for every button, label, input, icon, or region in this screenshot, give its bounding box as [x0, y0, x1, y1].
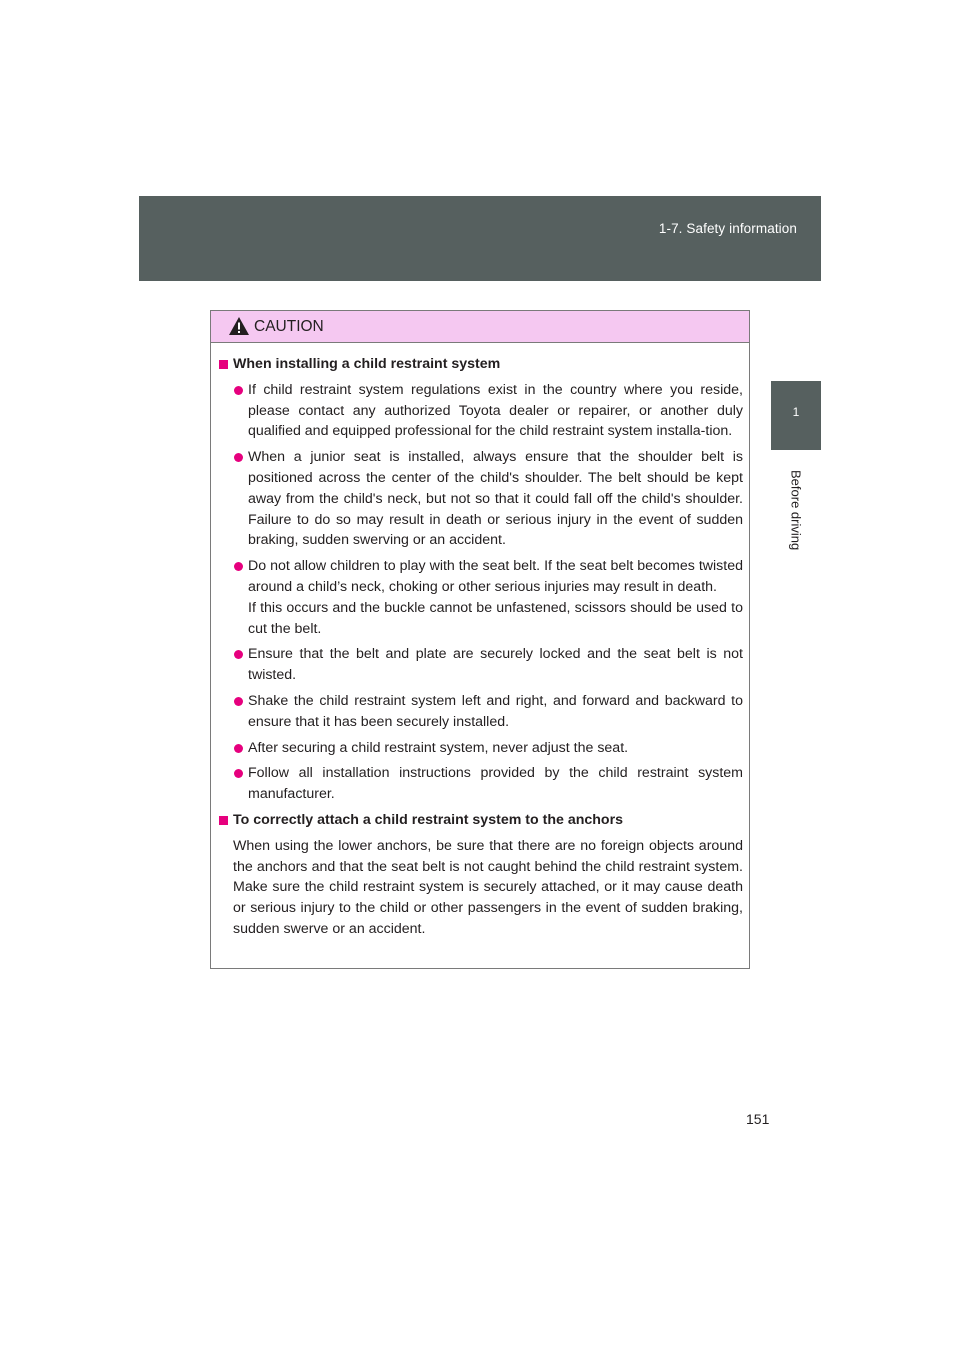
list-item-text: When a junior seat is installed, always ensure that the shoulder belt is positioned across the center of the child's shoulder. The belt should be kept away from the child's neck, but not so that it could fall off the child's shoulder. Failure to do so may result in death or serious injury in the event of sudden braking, sudden swerving or an accident.: [248, 449, 743, 549]
bullet-dot-icon: [234, 769, 243, 778]
section-heading-anchors: [218, 810, 743, 831]
list-item-text: Follow all installation instructions provided by the child restraint system manufacturer.: [248, 765, 743, 803]
list-item: [218, 763, 743, 805]
list-item-text: Ensure that the belt and plate are securely locked and the seat belt is not twisted.: [248, 646, 743, 684]
caution-box: [210, 310, 750, 969]
list-item: [218, 556, 743, 639]
caution-header: [211, 311, 749, 343]
list-item: [218, 644, 743, 686]
page-number: 151: [746, 1111, 770, 1127]
section-title: 1-7. Safety information: [658, 221, 797, 236]
square-bullet-icon: [219, 360, 228, 369]
bullet-dot-icon: [234, 562, 243, 571]
bullet-dot-icon: [234, 650, 243, 659]
section-header-bar: [139, 196, 821, 281]
caution-body: [211, 343, 749, 940]
list-item-text: After securing a child restraint system, never adjust the seat.: [248, 739, 629, 756]
warning-triangle-icon: [228, 316, 250, 336]
chapter-tab: [771, 381, 821, 450]
list-item-text: Do not allow children to play with the seat belt. If the seat belt becomes twisted around a child’s neck, choking or other serious injuries may result in death.: [248, 558, 743, 595]
list-item-text: If child restraint system regulations exist in the country where you reside, please contact any authorized Toyota dealer or repairer, or another duly qualified and equipped professional for the child restraint system installa-tion.: [248, 381, 743, 440]
chapter-label-text: Before driving: [788, 470, 804, 551]
section-heading-text: When installing a child restraint system: [233, 356, 501, 372]
bullet-dot-icon: [234, 744, 243, 753]
bullet-dot-icon: [234, 453, 243, 462]
caution-title: CAUTION: [254, 318, 324, 335]
bullet-dot-icon: [234, 697, 243, 706]
list-item: [218, 447, 743, 551]
section-heading-installing: [218, 354, 743, 375]
section-heading-text: To correctly attach a child restraint system to the anchors: [233, 811, 624, 828]
list-item: [218, 738, 743, 759]
list-item-text: Shake the child restraint system left and right, and forward and backward to ensure that it has been securely installed.: [248, 692, 743, 730]
list-item-extra-text: If this occurs and the buckle cannot be unfastened, scissors should be used to cut the belt.: [248, 599, 743, 637]
anchors-paragraph: When using the lower anchors, be sure that there are no foreign objects around the anchors and that the seat belt is not caught behind the child restraint system. Make sure the child restraint system is securely attached, or it may cause death or serious injury to the child or other passengers in the event of sudden braking, sudden swerve or an accident.: [233, 837, 743, 937]
chapter-label: [786, 470, 806, 590]
square-bullet-icon: [219, 816, 228, 825]
bullet-dot-icon: [234, 386, 243, 395]
list-item: [218, 691, 743, 733]
list-item: [218, 380, 743, 442]
chapter-number: 1: [792, 405, 800, 419]
